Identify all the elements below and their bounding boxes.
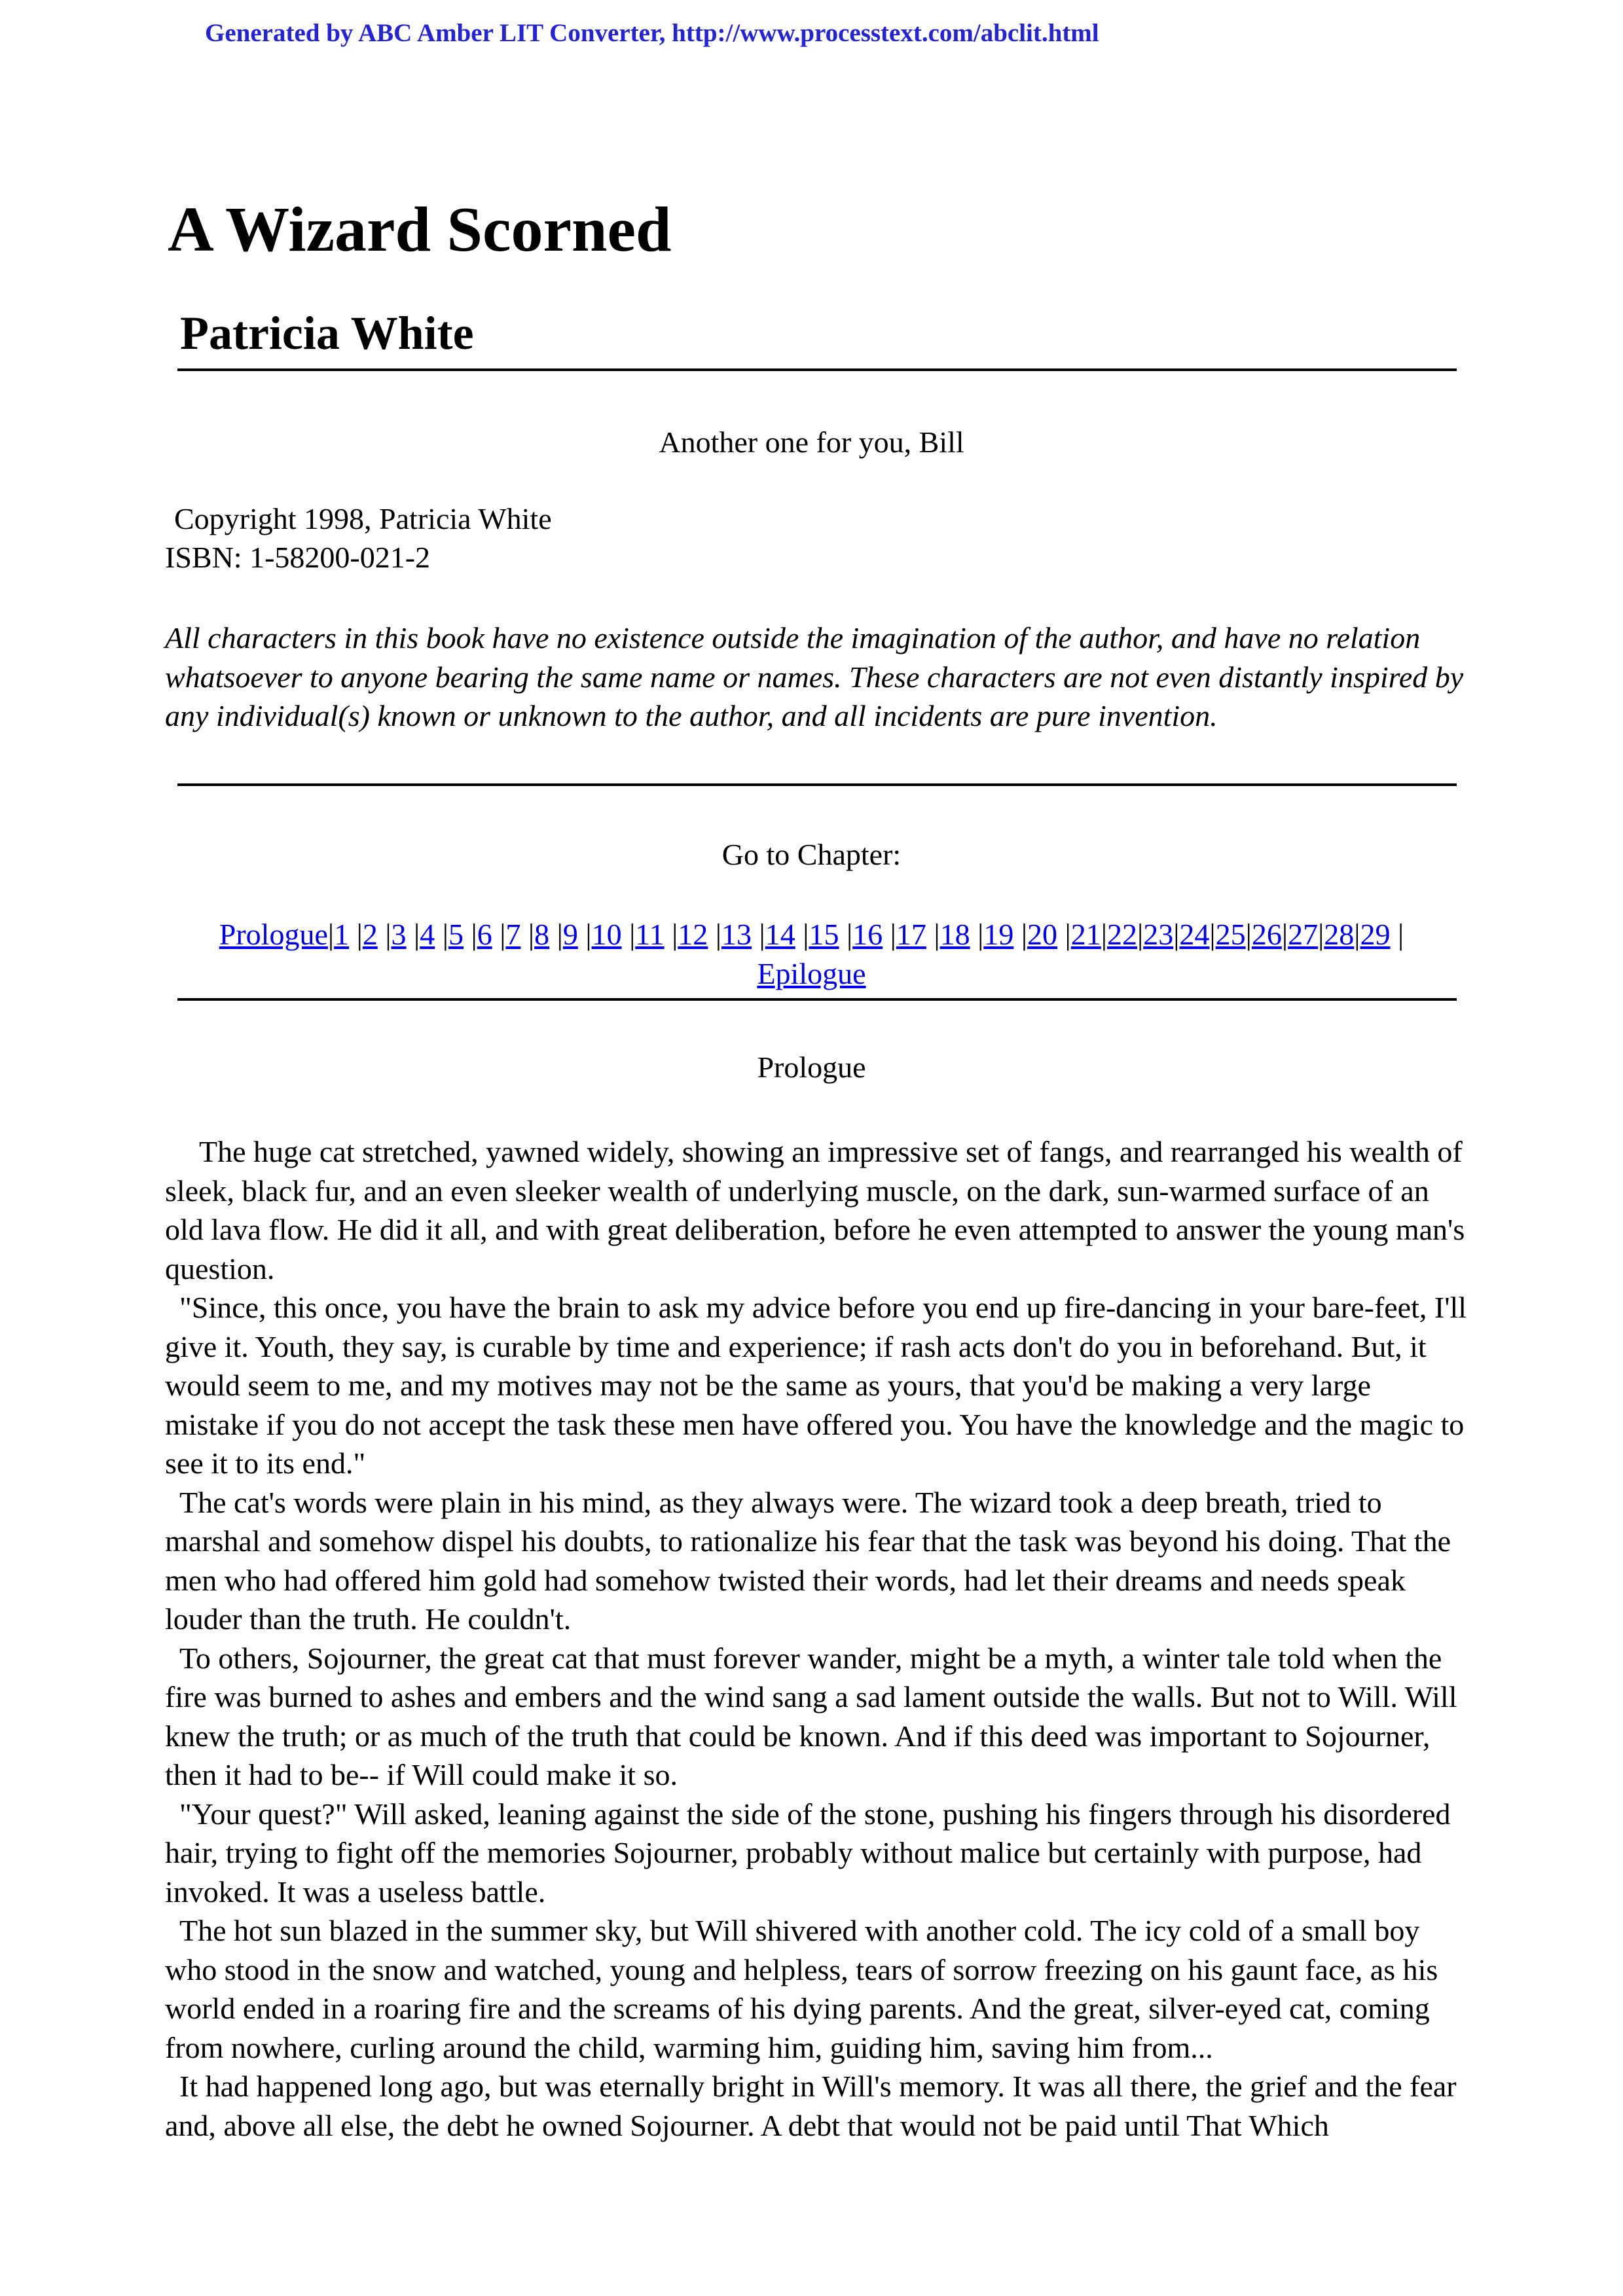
generator-banner: Generated by ABC Amber LIT Converter, http://www.processtext.com/abclit.html (205, 19, 1099, 47)
divider-middle (177, 783, 1457, 786)
chapter-link[interactable]: 1 (334, 918, 350, 951)
chapter-link-separator: | (377, 918, 392, 951)
chapter-link[interactable]: 5 (448, 918, 464, 951)
body-paragraph: "Your quest?" Will asked, leaning against the side of the stone, pushing his fingers through his disordered hair, trying to fight off the memories Sojourner, probably without malice but certainly with purpose, had invoked. It was a useless battle. (165, 1797, 1451, 1909)
chapter-link-separator: | (1013, 918, 1028, 951)
chapter-link-separator: | (520, 918, 535, 951)
chapter-link[interactable]: 25 (1215, 918, 1246, 951)
chapter-link[interactable]: 24 (1179, 918, 1210, 951)
chapter-link-separator: | (549, 918, 563, 951)
chapter-link[interactable]: 29 (1360, 918, 1391, 951)
chapter-link[interactable]: 11 (635, 918, 665, 951)
chapter-link-separator: | (492, 918, 506, 951)
chapter-link-separator: | (1318, 918, 1324, 951)
chapter-link-separator: | (463, 918, 477, 951)
chapter-link[interactable]: 26 (1251, 918, 1282, 951)
chapter-heading: Prologue (757, 1050, 866, 1084)
chapter-link[interactable]: 28 (1324, 918, 1355, 951)
chapter-link[interactable]: 23 (1143, 918, 1174, 951)
body-paragraph: "Since, this once, you have the brain to ask my advice before you end up fire-dancing in your bare-feet, I'll give it. Youth, they say, is curable by time and experience; if rash acts don't do you in beforehand. But, it would seem to me, and my motives may not be the same as yours, that you'd be making a very large mistake if you do not accept the task these men have offered you. You have the knowledge and the magic to see it to its end." (165, 1291, 1467, 1480)
body-paragraph: To others, Sojourner, the great cat that must forever wander, might be a myth, a winter tale told when the fire was burned to ashes and embers and the wind sang a sad lament outside the walls. But not to Will. Will knew the truth; or as much of the truth that could be known. And if this deed was important to Sojourner, then it had to be-- if Will could make it so. (165, 1641, 1457, 1791)
chapter-link[interactable]: 17 (896, 918, 926, 951)
chapter-navigation (0, 915, 1623, 994)
body-paragraph: The huge cat stretched, yawned widely, showing an impressive set of fangs, and rearranged his wealth of sleek, black fur, and an even sleeker wealth of underlying muscle, on the dark, sun-warmed surface of an old lava flow. He did it all, and with great deliberation, before he even attempted to answer the young man's question. (165, 1135, 1465, 1285)
chapter-link-separator: | (1137, 918, 1144, 951)
chapter-link[interactable]: 15 (809, 918, 839, 951)
chapter-link-epilogue[interactable]: Epilogue (757, 957, 866, 990)
chapter-link[interactable]: 18 (939, 918, 970, 951)
chapter-link-separator: | (839, 918, 853, 951)
chapter-link[interactable]: 12 (678, 918, 708, 951)
chapter-link-separator: | (577, 918, 592, 951)
chapter-link-separator: | (708, 918, 722, 951)
chapter-link-separator: | (752, 918, 765, 951)
chapter-link-list (0, 915, 1623, 954)
chapter-nav-heading: Go to Chapter: (721, 838, 902, 871)
body-paragraph: The hot sun blazed in the summer sky, but Will shivered with another cold. The icy cold of a small boy who stood in the snow and watched, young and helpless, tears of sorrow freezing on his gaunt face, as his world ended in a roaring fire and the screams of his dying parents. And the great, silver-eyed cat, coming from nowhere, curling around the child, warming him, guiding him, saving him from... (165, 1914, 1438, 2064)
chapter-link[interactable]: 10 (591, 918, 622, 951)
chapter-link-separator: | (327, 918, 335, 951)
chapter-link-separator: | (1209, 918, 1216, 951)
divider-bottom (177, 998, 1457, 1001)
chapter-link[interactable]: 9 (562, 918, 578, 951)
body-paragraph: The cat's words were plain in his mind, as they always were. The wizard took a deep breath, tried to marshal and somehow dispel his doubts, to rationalize his fear that the task was beyond his doing. That the men who had offered him gold had somehow twisted their words, had let their dreams and needs speak louder than the truth. He couldn't. (165, 1485, 1451, 1636)
chapter-link-separator: | (1245, 918, 1252, 951)
body-paragraph: It had happened long ago, but was eternally bright in Will's memory. It was all there, the grief and the fear and, above all else, the debt he owned Sojourner. A debt that would not be paid until That Which (165, 2070, 1457, 2142)
chapter-link-separator: | (1281, 918, 1288, 951)
chapter-link[interactable]: 6 (477, 918, 492, 951)
chapter-link[interactable]: 19 (983, 918, 1014, 951)
chapter-link-separator: | (1354, 918, 1360, 951)
chapter-link[interactable]: Prologue (219, 918, 328, 951)
divider-top (177, 368, 1457, 371)
chapter-link-separator: | (795, 918, 809, 951)
chapter-link-separator: | (926, 918, 940, 951)
book-title: A Wizard Scorned (168, 194, 672, 265)
chapter-link-separator: | (621, 918, 636, 951)
chapter-link-separator: | (1101, 918, 1107, 951)
dedication: Another one for you, Bill (659, 425, 964, 459)
chapter-link[interactable]: 7 (505, 918, 521, 951)
chapter-link[interactable]: 2 (362, 918, 378, 951)
chapter-link[interactable]: 8 (534, 918, 550, 951)
chapter-link[interactable]: 14 (765, 918, 795, 951)
chapter-link[interactable]: 20 (1027, 918, 1058, 951)
chapter-body (165, 1132, 1468, 2145)
chapter-link-separator: | (406, 918, 420, 951)
chapter-link-separator: | (664, 918, 678, 951)
chapter-link[interactable]: 21 (1070, 918, 1101, 951)
chapter-link[interactable]: 16 (852, 918, 883, 951)
copyright-line: Copyright 1998, Patricia White (174, 502, 552, 535)
chapter-link-separator: | (349, 918, 363, 951)
chapter-link-separator: | (1057, 918, 1071, 951)
chapter-link-separator: | (435, 918, 448, 951)
chapter-link[interactable]: 4 (420, 918, 435, 951)
chapter-link-separator: | (970, 918, 984, 951)
chapter-link-separator: | (1390, 918, 1404, 951)
book-author: Patricia White (180, 307, 474, 359)
disclaimer: All characters in this book have no existence outside the imagination of the author, and have no relation whatsoever to anyone bearing the same name or names. These characters are not even distantly inspired by any individual(s) known or unknown to the author, and all incidents are pure invention. (165, 621, 1464, 732)
chapter-link[interactable]: 27 (1288, 918, 1319, 951)
isbn-line: ISBN: 1-58200-021-2 (165, 541, 431, 574)
chapter-link[interactable]: 3 (391, 918, 407, 951)
chapter-link-separator: | (883, 918, 896, 951)
chapter-link[interactable]: 22 (1106, 918, 1137, 951)
chapter-link[interactable]: 13 (721, 918, 752, 951)
chapter-link-separator: | (1173, 918, 1180, 951)
